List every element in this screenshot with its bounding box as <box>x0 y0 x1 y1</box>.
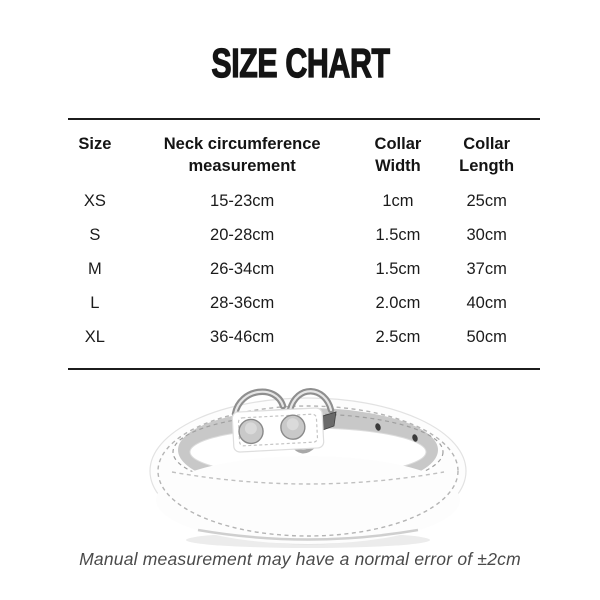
column-header-neck: Neck circumference measurement <box>163 135 321 175</box>
table-row-xl <box>68 320 540 354</box>
collar-illustration <box>138 380 474 552</box>
neck-cell: 20-28cm <box>210 225 275 244</box>
width-cell: 1.5cm <box>375 259 421 278</box>
size-cell: M <box>88 259 102 278</box>
width-cell: 1cm <box>382 191 414 210</box>
size-cell: XL <box>84 327 105 346</box>
length-cell: 50cm <box>466 327 507 346</box>
length-cell: 25cm <box>466 191 507 210</box>
size-cell: S <box>89 225 101 244</box>
width-cell: 1.5cm <box>375 225 421 244</box>
size-cell: XS <box>83 191 106 210</box>
page-title <box>0 40 600 84</box>
table-row-xs <box>68 184 540 218</box>
width-cell: 2.5cm <box>375 327 421 346</box>
size-chart-table <box>68 118 540 370</box>
table-row-s <box>68 218 540 252</box>
table-header-row <box>68 133 540 177</box>
neck-cell: 28-36cm <box>210 293 275 312</box>
table-row-l <box>68 286 540 320</box>
column-header-collar-width: Collar Width <box>374 135 422 175</box>
neck-cell: 36-46cm <box>210 327 275 346</box>
length-cell: 40cm <box>466 293 507 312</box>
page-title-text: SIZE CHART <box>210 40 390 86</box>
table-row-m <box>68 252 540 286</box>
column-header-collar-length: Collar Length <box>459 135 515 175</box>
length-cell: 30cm <box>466 225 507 244</box>
length-cell: 37cm <box>466 259 507 278</box>
neck-cell: 26-34cm <box>210 259 275 278</box>
size-cell: L <box>90 293 100 312</box>
width-cell: 2.0cm <box>375 293 421 312</box>
neck-cell: 15-23cm <box>210 191 275 210</box>
column-header-size: Size <box>78 135 112 153</box>
buckle-keeper <box>232 408 324 453</box>
collar-product-image <box>138 380 474 552</box>
measurement-disclaimer: Manual measurement may have a normal error of ±2cm <box>79 549 521 569</box>
